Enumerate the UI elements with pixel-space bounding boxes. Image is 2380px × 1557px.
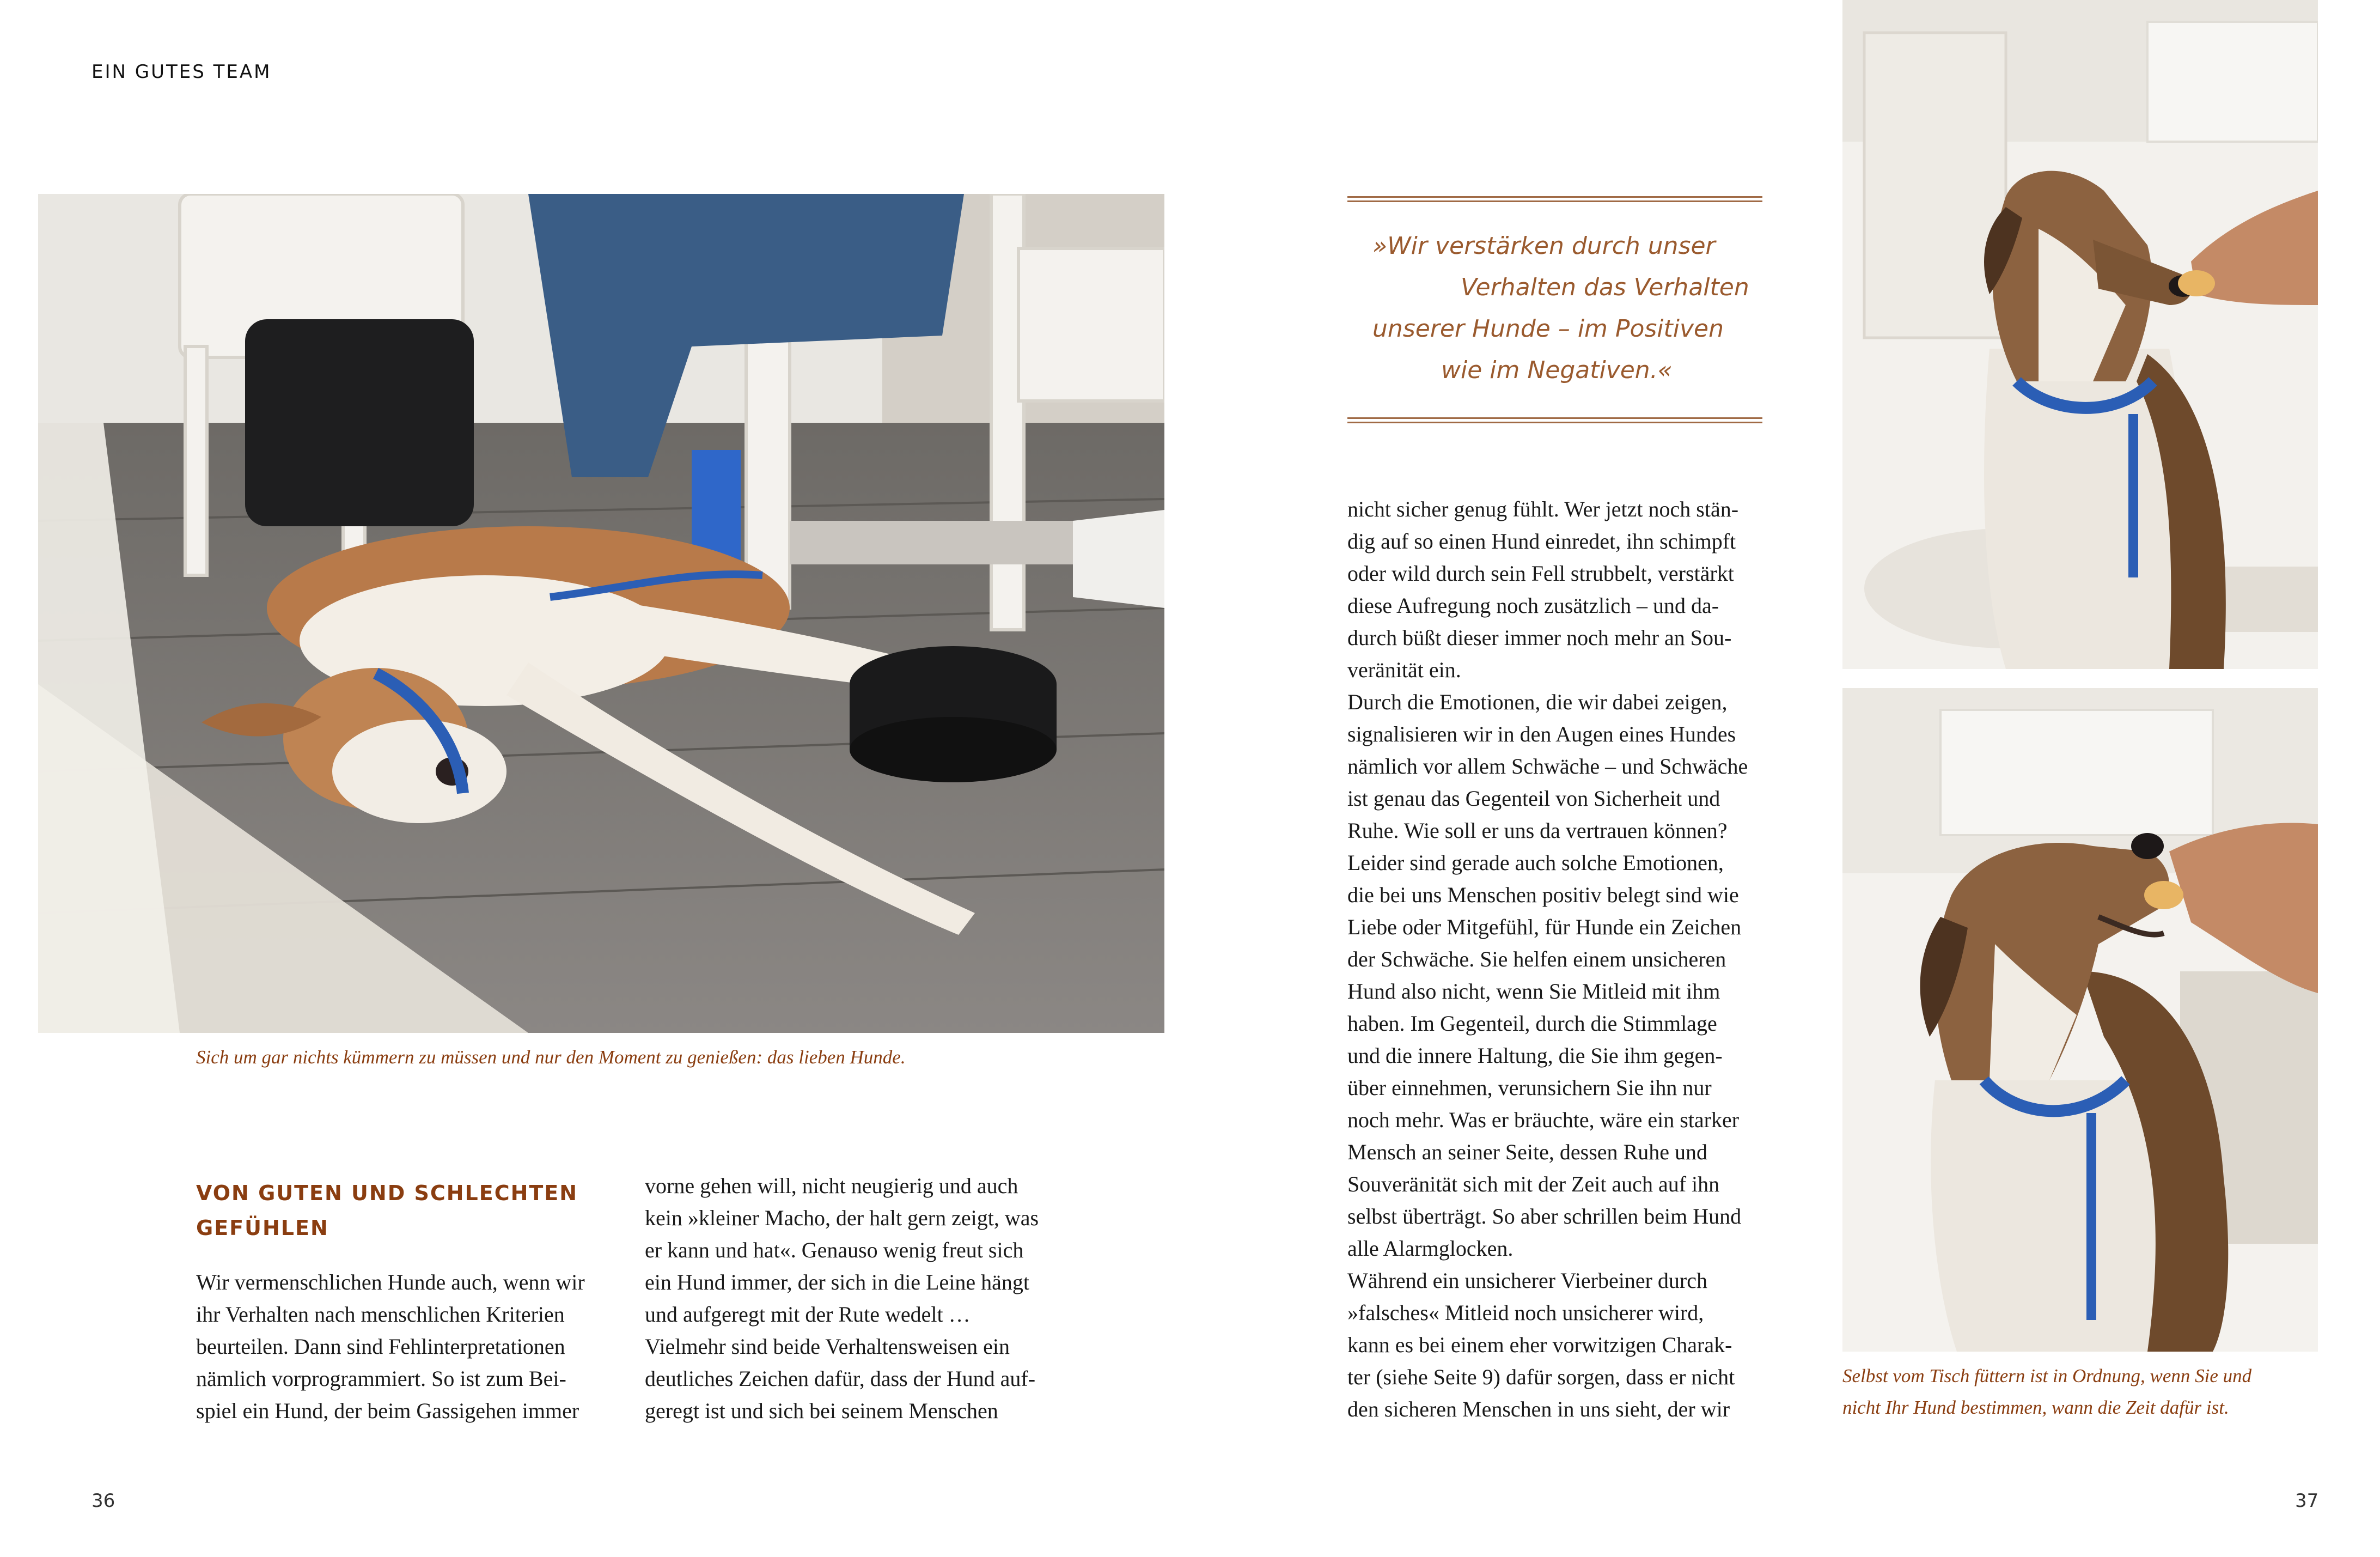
body-line: deutliches Zeichen dafür, dass der Hund auf- xyxy=(645,1366,1036,1391)
body-line: haben. Im Gegenteil, durch die Stimmlage xyxy=(1347,1011,1717,1036)
body-line: und aufgeregt mit der Rute wedelt … xyxy=(645,1302,971,1327)
photo-caption-main: Sich um gar nichts kümmern zu müssen und nur den Moment zu genießen: das lieben Hunde. xyxy=(196,1047,906,1068)
body-line: veränität ein. xyxy=(1347,658,1461,682)
quote-rule-top xyxy=(1347,196,1762,202)
body-line: und die innere Haltung, die Sie ihm gegen- xyxy=(1347,1043,1723,1068)
pull-quote-line-3: unserer Hunde – im Positiven xyxy=(1372,315,1724,343)
body-line: nämlich vorprogrammiert. So ist zum Bei- xyxy=(196,1366,566,1391)
body-line: »falsches« Mitleid noch unsicherer wird, xyxy=(1347,1300,1704,1325)
quote-rule-bottom xyxy=(1347,417,1762,423)
page-number-left: 36 xyxy=(91,1490,115,1512)
body-line: Hund also nicht, wenn Sie Mitleid mit ihm xyxy=(1347,979,1720,1003)
body-line: Mensch an seiner Seite, dessen Ruhe und xyxy=(1347,1140,1707,1164)
section-heading-line-1: VON GUTEN UND SCHLECHTEN xyxy=(196,1181,578,1205)
photo-sleeping-dog xyxy=(38,194,1164,1033)
body-line: die bei uns Menschen positiv belegt sind wie xyxy=(1347,883,1739,907)
body-line: nämlich vor allem Schwäche – und Schwäche xyxy=(1347,754,1748,778)
body-line: ter (siehe Seite 9) dafür sorgen, dass er nicht xyxy=(1347,1365,1735,1389)
body-line: er kann und hat«. Genauso wenig freut sich xyxy=(645,1238,1024,1262)
body-line: nicht sicher genug fühlt. Wer jetzt noch stän- xyxy=(1347,497,1739,521)
body-line: ein Hund immer, der sich in die Leine hängt xyxy=(645,1270,1029,1294)
pull-quote-line-1: »Wir verstärken durch unser xyxy=(1372,232,1716,260)
text-column-1 xyxy=(196,1266,585,1427)
photo-caption-side xyxy=(1842,1360,2251,1424)
page-number-right: 37 xyxy=(2295,1490,2319,1512)
photo-dog-treat-bottom xyxy=(1842,688,2318,1352)
body-line: dig auf so einen Hund einredet, ihn schimpft xyxy=(1347,529,1736,554)
text-column-2 xyxy=(645,1170,1039,1427)
body-line: geregt ist und sich bei seinem Menschen xyxy=(645,1398,998,1423)
body-line: signalisieren wir in den Augen eines Hundes xyxy=(1347,722,1736,746)
body-line: ist genau das Gegenteil von Sicherheit und xyxy=(1347,786,1720,811)
body-line: vorne gehen will, nicht neugierig und auch xyxy=(645,1173,1018,1198)
body-line: alle Alarmglocken. xyxy=(1347,1236,1514,1261)
pull-quote-line-2: Verhalten das Verhalten xyxy=(1461,273,1749,301)
text-column-3 xyxy=(1347,493,1748,1425)
pull-quote xyxy=(1372,226,1749,391)
body-line: oder wild durch sein Fell strubbelt, verstärkt xyxy=(1347,561,1734,586)
body-line: noch mehr. Was er bräuchte, wäre ein starker xyxy=(1347,1108,1740,1132)
photo-dog-treat-top xyxy=(1842,0,2318,669)
body-line: beurteilen. Dann sind Fehlinterpretationen xyxy=(196,1334,565,1359)
body-line: den sicheren Menschen in uns sieht, der wir xyxy=(1347,1397,1730,1421)
body-line: selbst überträgt. So aber schrillen beim Hund xyxy=(1347,1204,1742,1228)
body-line: Wir vermenschlichen Hunde auch, wenn wir xyxy=(196,1270,585,1294)
body-line: kein »kleiner Macho, der halt gern zeigt, was xyxy=(645,1206,1039,1230)
photo-caption-side-line-1: Selbst vom Tisch füttern ist in Ordnung, wenn Sie und xyxy=(1842,1365,2252,1386)
body-line: Ruhe. Wie soll er uns da vertrauen können? xyxy=(1347,818,1728,843)
body-line: der Schwäche. Sie helfen einem unsicheren xyxy=(1347,947,1726,971)
body-line: spiel ein Hund, der beim Gassigehen immer xyxy=(196,1398,579,1423)
photo-caption-side-line-2: nicht Ihr Hund bestimmen, wann die Zeit dafür ist. xyxy=(1842,1397,2229,1418)
body-line: kann es bei einem eher vorwitzigen Charak- xyxy=(1347,1333,1732,1357)
pull-quote-line-4: wie im Negativen.« xyxy=(1441,356,1673,384)
section-heading-line-2: GEFÜHLEN xyxy=(196,1216,329,1240)
body-line: über einnehmen, verunsichern Sie ihn nur xyxy=(1347,1075,1712,1100)
body-line: diese Aufregung noch zusätzlich – und da- xyxy=(1347,593,1719,618)
body-line: Während ein unsicherer Vierbeiner durch xyxy=(1347,1268,1707,1293)
body-line: Liebe oder Mitgefühl, für Hunde ein Zeichen xyxy=(1347,915,1742,939)
running-header: EIN GUTES TEAM xyxy=(91,61,272,83)
body-line: durch büßt dieser immer noch mehr an Sou- xyxy=(1347,625,1732,650)
body-line: Souveränität sich mit der Zeit auch auf ihn xyxy=(1347,1172,1720,1196)
body-line: Vielmehr sind beide Verhaltensweisen ein xyxy=(645,1334,1010,1359)
body-line: Leider sind gerade auch solche Emotionen, xyxy=(1347,850,1724,875)
body-line: Durch die Emotionen, die wir dabei zeigen, xyxy=(1347,690,1728,714)
body-line: ihr Verhalten nach menschlichen Kriterien xyxy=(196,1302,565,1327)
section-heading xyxy=(196,1176,578,1245)
